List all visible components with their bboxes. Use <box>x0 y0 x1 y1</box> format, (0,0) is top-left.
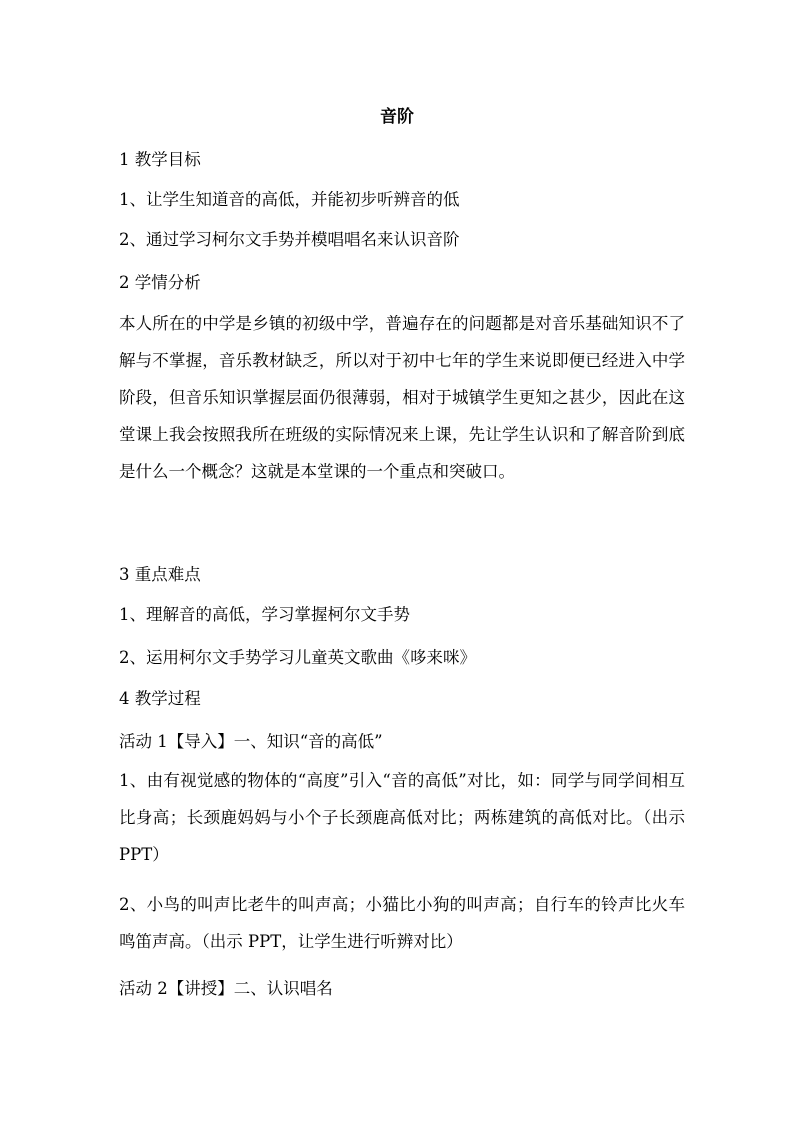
goal-item-2: 2、通过学习柯尔文手势并模唱唱名来认识音阶 <box>119 230 460 249</box>
section-heading-key-points: 3 重点难点 <box>119 565 201 584</box>
key-point-item-2: 2、运用柯尔文手势学习儿童英文歌曲《哆来咪》 <box>119 648 476 667</box>
section-heading-teaching-process: 4 教学过程 <box>119 689 201 708</box>
goal-item-1: 1、让学生知道音的高低，并能初步听辨音的低 <box>119 190 460 209</box>
section-heading-student-analysis: 2 学情分析 <box>119 273 201 292</box>
page-title: 音阶 <box>380 107 414 127</box>
activity-1-item-2: 2、小鸟的叫声比老牛的叫声高；小猫比小狗的叫声高；自行车的铃声比火车鸣笛声高。（出示 PPT，让学生进行听辨对比） <box>119 895 685 951</box>
key-point-item-1: 1、理解音的高低，学习掌握柯尔文手势 <box>119 605 410 624</box>
activity-2-heading: 活动 2【讲授】二、认识唱名 <box>119 979 333 998</box>
activity-1-item-1: 1、由有视觉感的物体的“高度”引入“音的高低”对比，如：同学与同学间相互比身高；长颈鹿妈妈与小个子长颈鹿高低对比；两栋建筑的高低对比。（出示 PPT） <box>119 771 685 864</box>
activity-1-heading: 活动 1【导入】一、知识“音的高低” <box>119 732 383 751</box>
analysis-paragraph: 本人所在的中学是乡镇的初级中学，普遍存在的问题都是对音乐基础知识不了解与不掌握，音乐教材缺乏，所以对于初中七年的学生来说即便已经进入中学阶段，但音乐知识掌握层面仍很薄弱，相对于城镇学生更知之甚少，因此在这堂课上我会按照我所在班级的实际情况来上课，先让学生认识和了解音阶到底是什么一个概念？这就是本堂课的一个重点和突破口。 <box>119 314 685 481</box>
section-heading-teaching-goals: 1 教学目标 <box>119 150 201 169</box>
